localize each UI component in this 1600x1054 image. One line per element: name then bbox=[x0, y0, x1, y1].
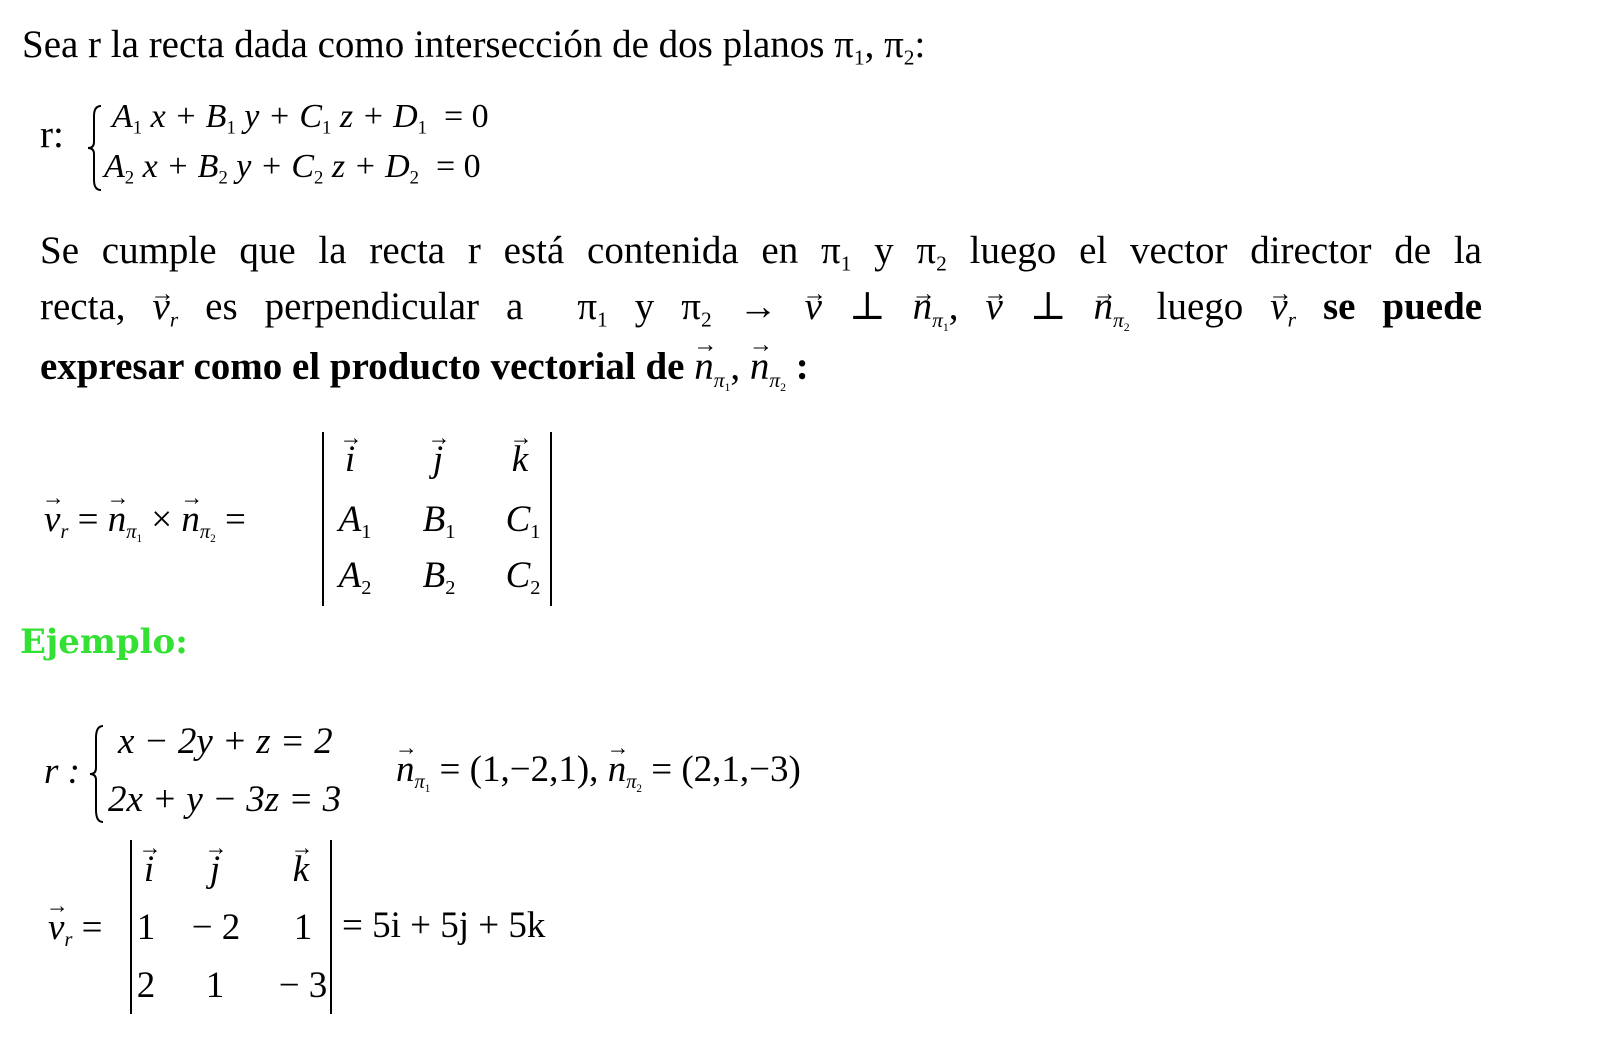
intro-sentence: Sea r la recta dada como intersección de dos planos $\pi_1$, $\pi_2$: bbox=[22, 23, 926, 70]
system-label: r: bbox=[40, 113, 64, 156]
system-brace-icon bbox=[86, 104, 104, 192]
det-cell-b1: $B_1$ bbox=[422, 499, 456, 544]
example-det-r3c1: 2 bbox=[136, 965, 156, 1006]
example-det-r3c2: 1 bbox=[205, 965, 225, 1006]
det-cell-j: → j bbox=[418, 438, 458, 481]
example-det-r2c1: 1 bbox=[136, 907, 156, 948]
det-cell-b2: $B_2$ bbox=[422, 555, 456, 600]
example-det-r3c3: − 3 bbox=[278, 965, 328, 1006]
example-det-j: → j bbox=[200, 848, 230, 891]
example-equation-2: 2x + y − 3z = 3 bbox=[108, 779, 342, 820]
paragraph-line-1: Se cumple que la recta r está contenida en $\pi_1$ y $\pi_2$ luego el vector director de la bbox=[40, 229, 1482, 276]
example-det-r2c2: − 2 bbox=[191, 907, 241, 948]
determinant-left-bar bbox=[322, 432, 324, 606]
cross-product-expression: → $v_r$ = → $n_{\pi_1}$ × → $n_{\pi_2}$ = bbox=[44, 498, 246, 545]
det-cell-a1: $A_1$ bbox=[338, 499, 372, 544]
example-det-left-bar bbox=[130, 840, 132, 1014]
example-label: r : bbox=[44, 751, 80, 792]
example-det-r2c3: 1 bbox=[293, 907, 313, 948]
paragraph-line-2: recta, → $v_r$ es perpendicular a $\pi_1$ y $\pi_2$ → → v ⊥ → $n_{\pi_1}$, → v ⊥ → $n_{\pi_2}$ luego → $v_r$ se puede bbox=[40, 278, 1482, 356]
example-det-i: → i bbox=[134, 848, 164, 891]
example-result: = 5i + 5j + 5k bbox=[342, 905, 546, 946]
example-normals: → $n_{\pi_1} = (1,-2,1)$, → $n_{\pi_2} = (2,1,-3)$ bbox=[396, 748, 801, 795]
example-brace-icon bbox=[88, 724, 106, 824]
det-cell-i: → i bbox=[330, 438, 370, 481]
system-equation-1: $A_1$ $x + B_1$ $y + C_1$ $z + D_1 = 0$ bbox=[112, 98, 489, 139]
example-vr-label: → $v_r$ = bbox=[48, 906, 102, 952]
det-cell-c2: $C_2$ bbox=[505, 555, 541, 600]
example-equation-1: x − 2y + z = 2 bbox=[118, 721, 333, 762]
det-cell-c1: $C_1$ bbox=[505, 499, 541, 544]
example-det-right-bar bbox=[330, 840, 332, 1014]
system-equation-2: $A_2$ $x + B_2$ $y + C_2$ $z + D_2 = 0$ bbox=[104, 148, 481, 189]
determinant-right-bar bbox=[550, 432, 552, 606]
example-det-k: → k bbox=[286, 848, 316, 891]
det-cell-a2: $A_2$ bbox=[338, 555, 372, 600]
example-heading: Ejemplo: bbox=[20, 622, 188, 662]
paragraph-line-3: expresar como el producto vectorial de → $n_{\pi_1}$, → $n_{\pi_2}$ : bbox=[40, 344, 809, 395]
det-cell-k: → k bbox=[500, 438, 540, 481]
